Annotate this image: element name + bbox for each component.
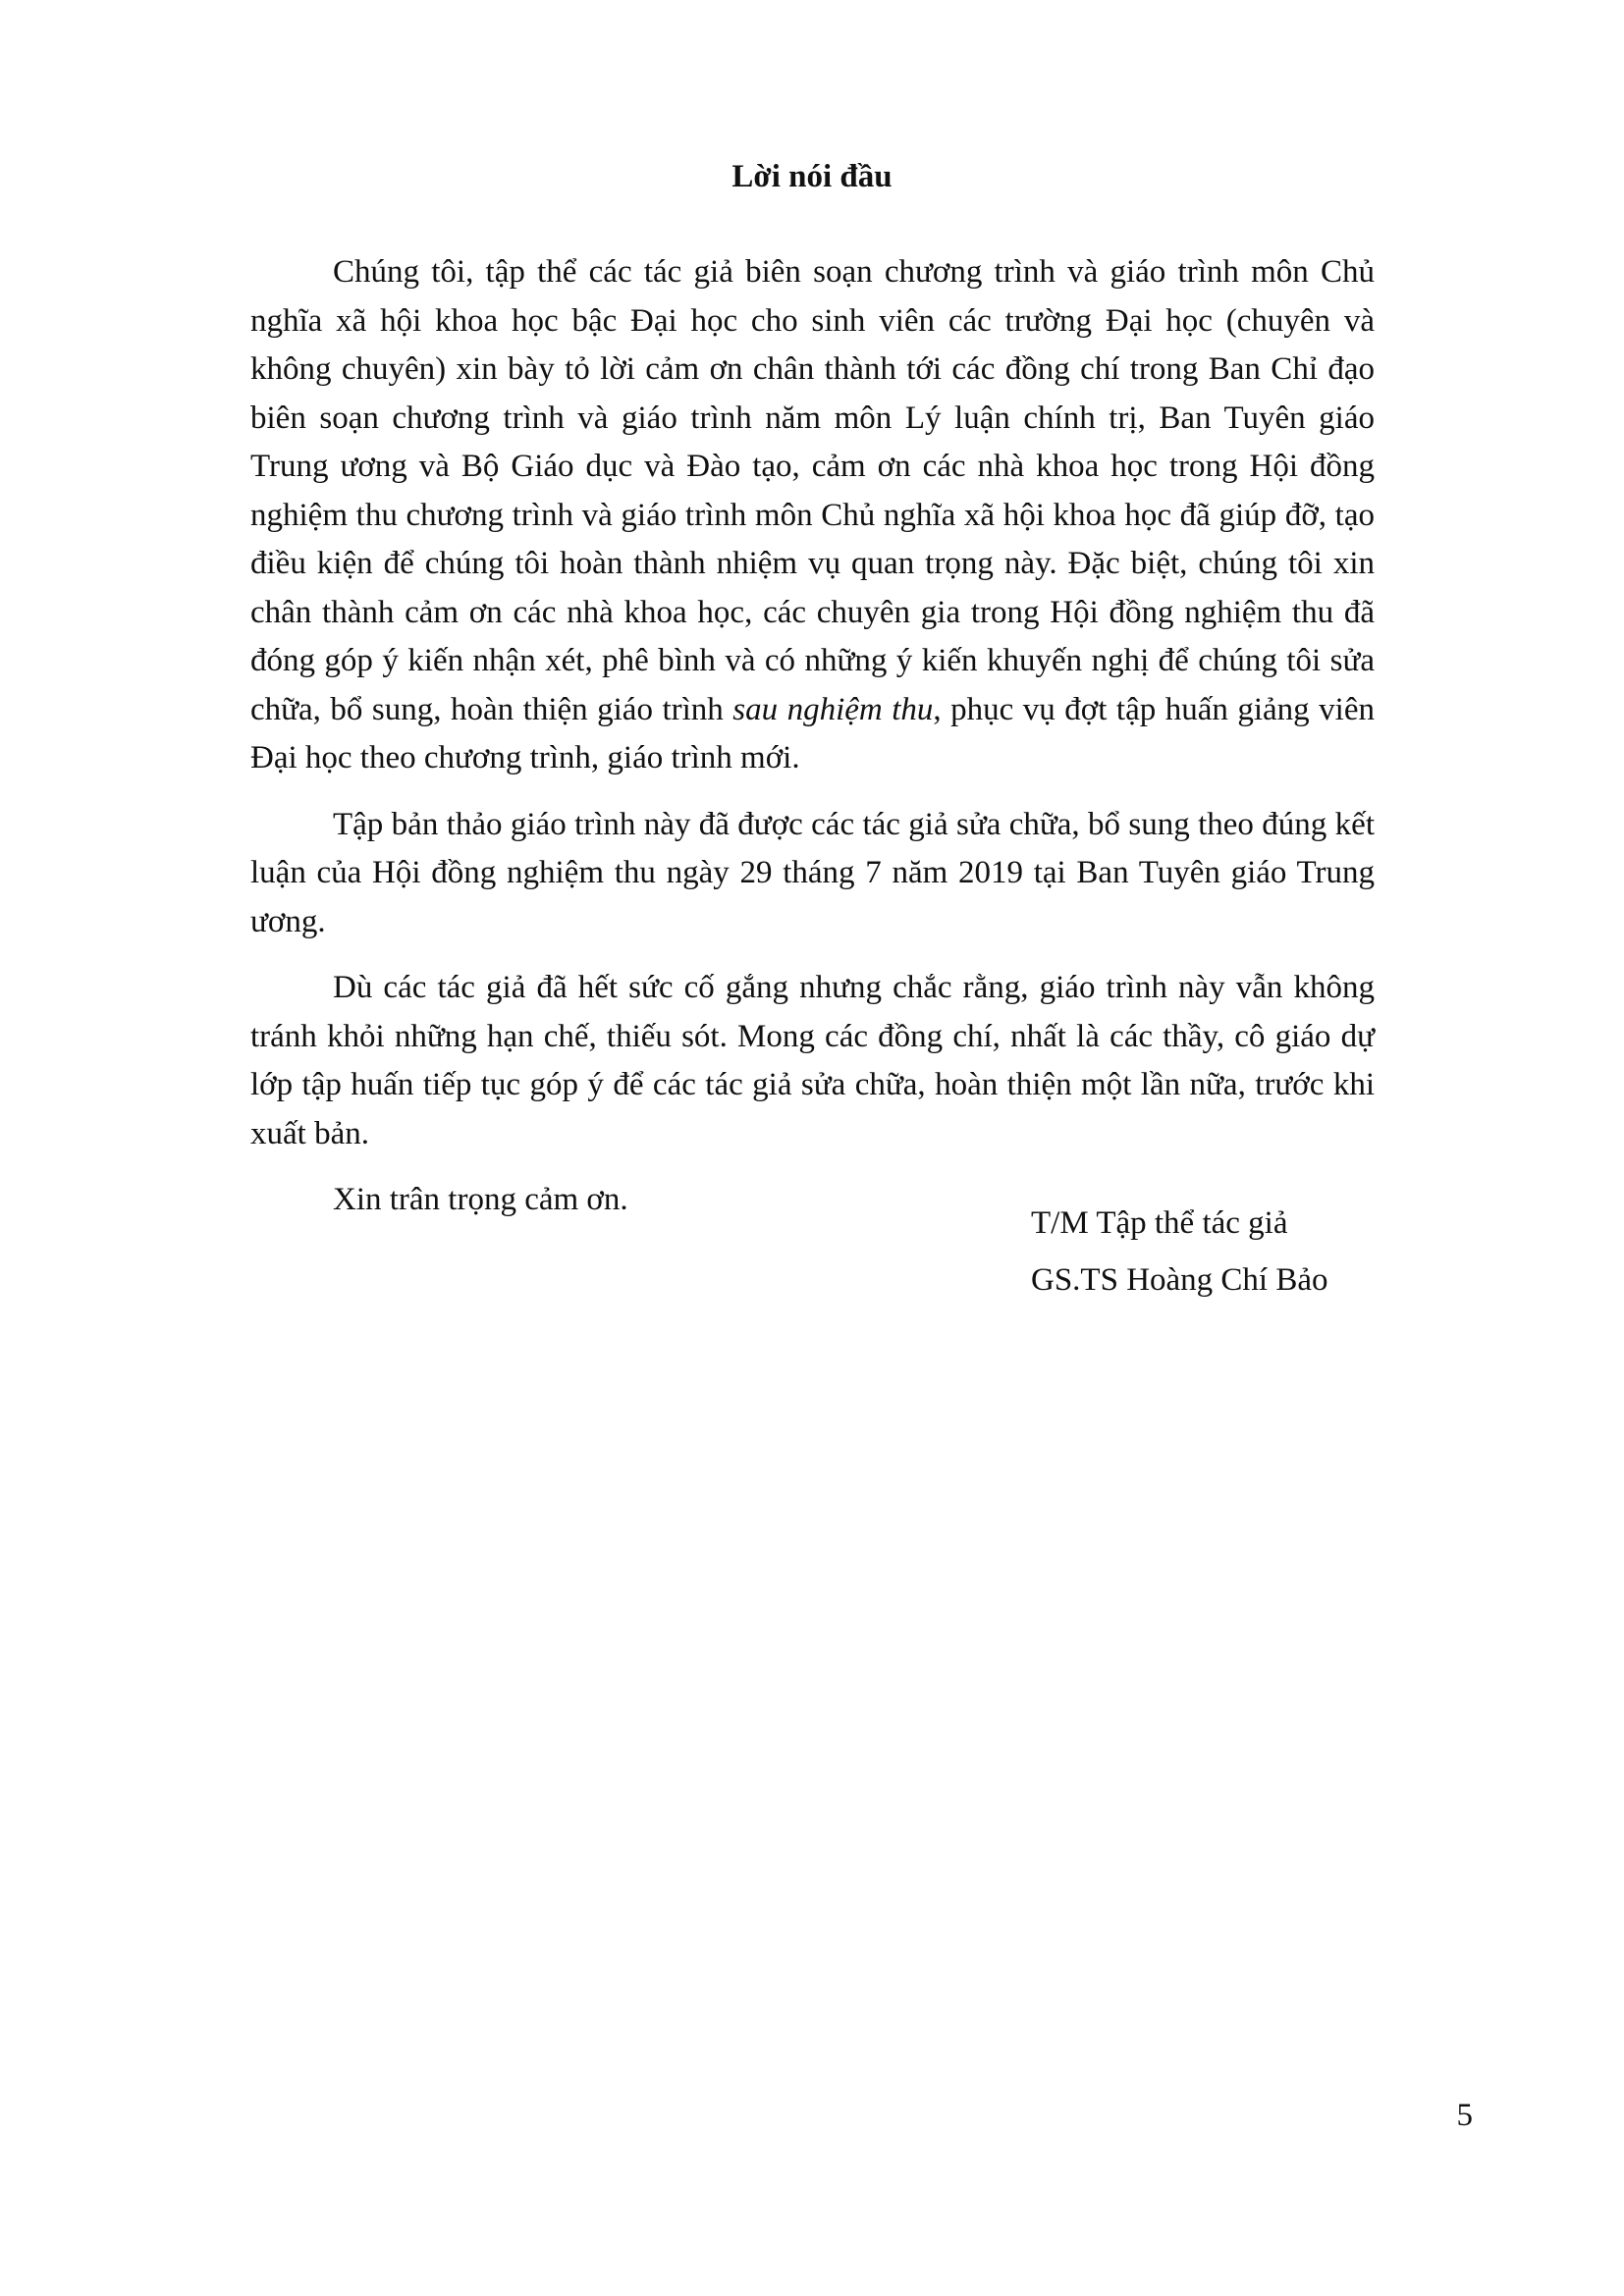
- paragraph-acknowledgement-text-end: , phục vụ đợt tập huấn giảng viên Đại học theo chương trình, giáo trình mới.: [250, 691, 1375, 775]
- page-title: Lời nói đầu: [731, 159, 893, 194]
- paragraph-request-feedback: Dù các tác giả đã hết sức cố gắng nhưng chắc rằng, giáo trình này vẫn không tránh khỏi những hạn chế, thiếu sót. Mong các đồng chí, nhất là các thầy, cô giáo dự lớp tập huấn tiếp tục góp ý để các tác giả sửa chữa, hoàn thiện một lần nữa, trước khi xuất bản.: [250, 970, 1375, 1151]
- signature-block: [1031, 1195, 1328, 1308]
- paragraph-acknowledgement: [250, 248, 1375, 783]
- paragraph-acknowledgement-italic: sau nghiệm thu: [732, 691, 934, 727]
- paragraph-revision-note: Tập bản thảo giáo trình này đã được các tác giả sửa chữa, bổ sung theo đúng kết luận của Hội đồng nghiệm thu ngày 29 tháng 7 năm 2019 tại Ban Tuyên giáo Trung ương.: [250, 806, 1375, 939]
- signature-author-name: GS.TS Hoàng Chí Bảo: [1031, 1262, 1328, 1298]
- paragraph-thanks: Xin trân trọng cảm ơn.: [333, 1182, 628, 1217]
- paragraph-acknowledgement-text-start: Chúng tôi, tập thể các tác giả biên soạn chương trình và giáo trình môn Chủ nghĩa xã hội khoa học bậc Đại học cho sinh viên các trường Đại học (chuyên và không chuyên) xin bày tỏ lời cảm ơn chân thành tới các đồng chí trong Ban Chỉ đạo biên soạn chương trình và giáo trình năm môn Lý luận chính trị, Ban Tuyên giáo Trung ương và Bộ Giáo dục và Đào tạo, cảm ơn các nhà khoa học trong Hội đồng nghiệm thu chương trình và giáo trình môn Chủ nghĩa xã hội khoa học đã giúp đỡ, tạo điều kiện để chúng tôi hoàn thành nhiệm vụ quan trọng này. Đặc biệt, chúng tôi xin chân thành cảm ơn các nhà khoa học, các chuyên gia trong Hội đồng nghiệm thu đã đóng góp ý kiến nhận xét, phê bình và có những ý kiến khuyến nghị để chúng tôi sửa chữa, bổ sung, hoàn thiện giáo trình: [250, 254, 1375, 727]
- signature-on-behalf: T/M Tập thể tác giả: [1031, 1205, 1288, 1241]
- page-number: 5: [1456, 2098, 1473, 2133]
- document-body: [250, 248, 1375, 1243]
